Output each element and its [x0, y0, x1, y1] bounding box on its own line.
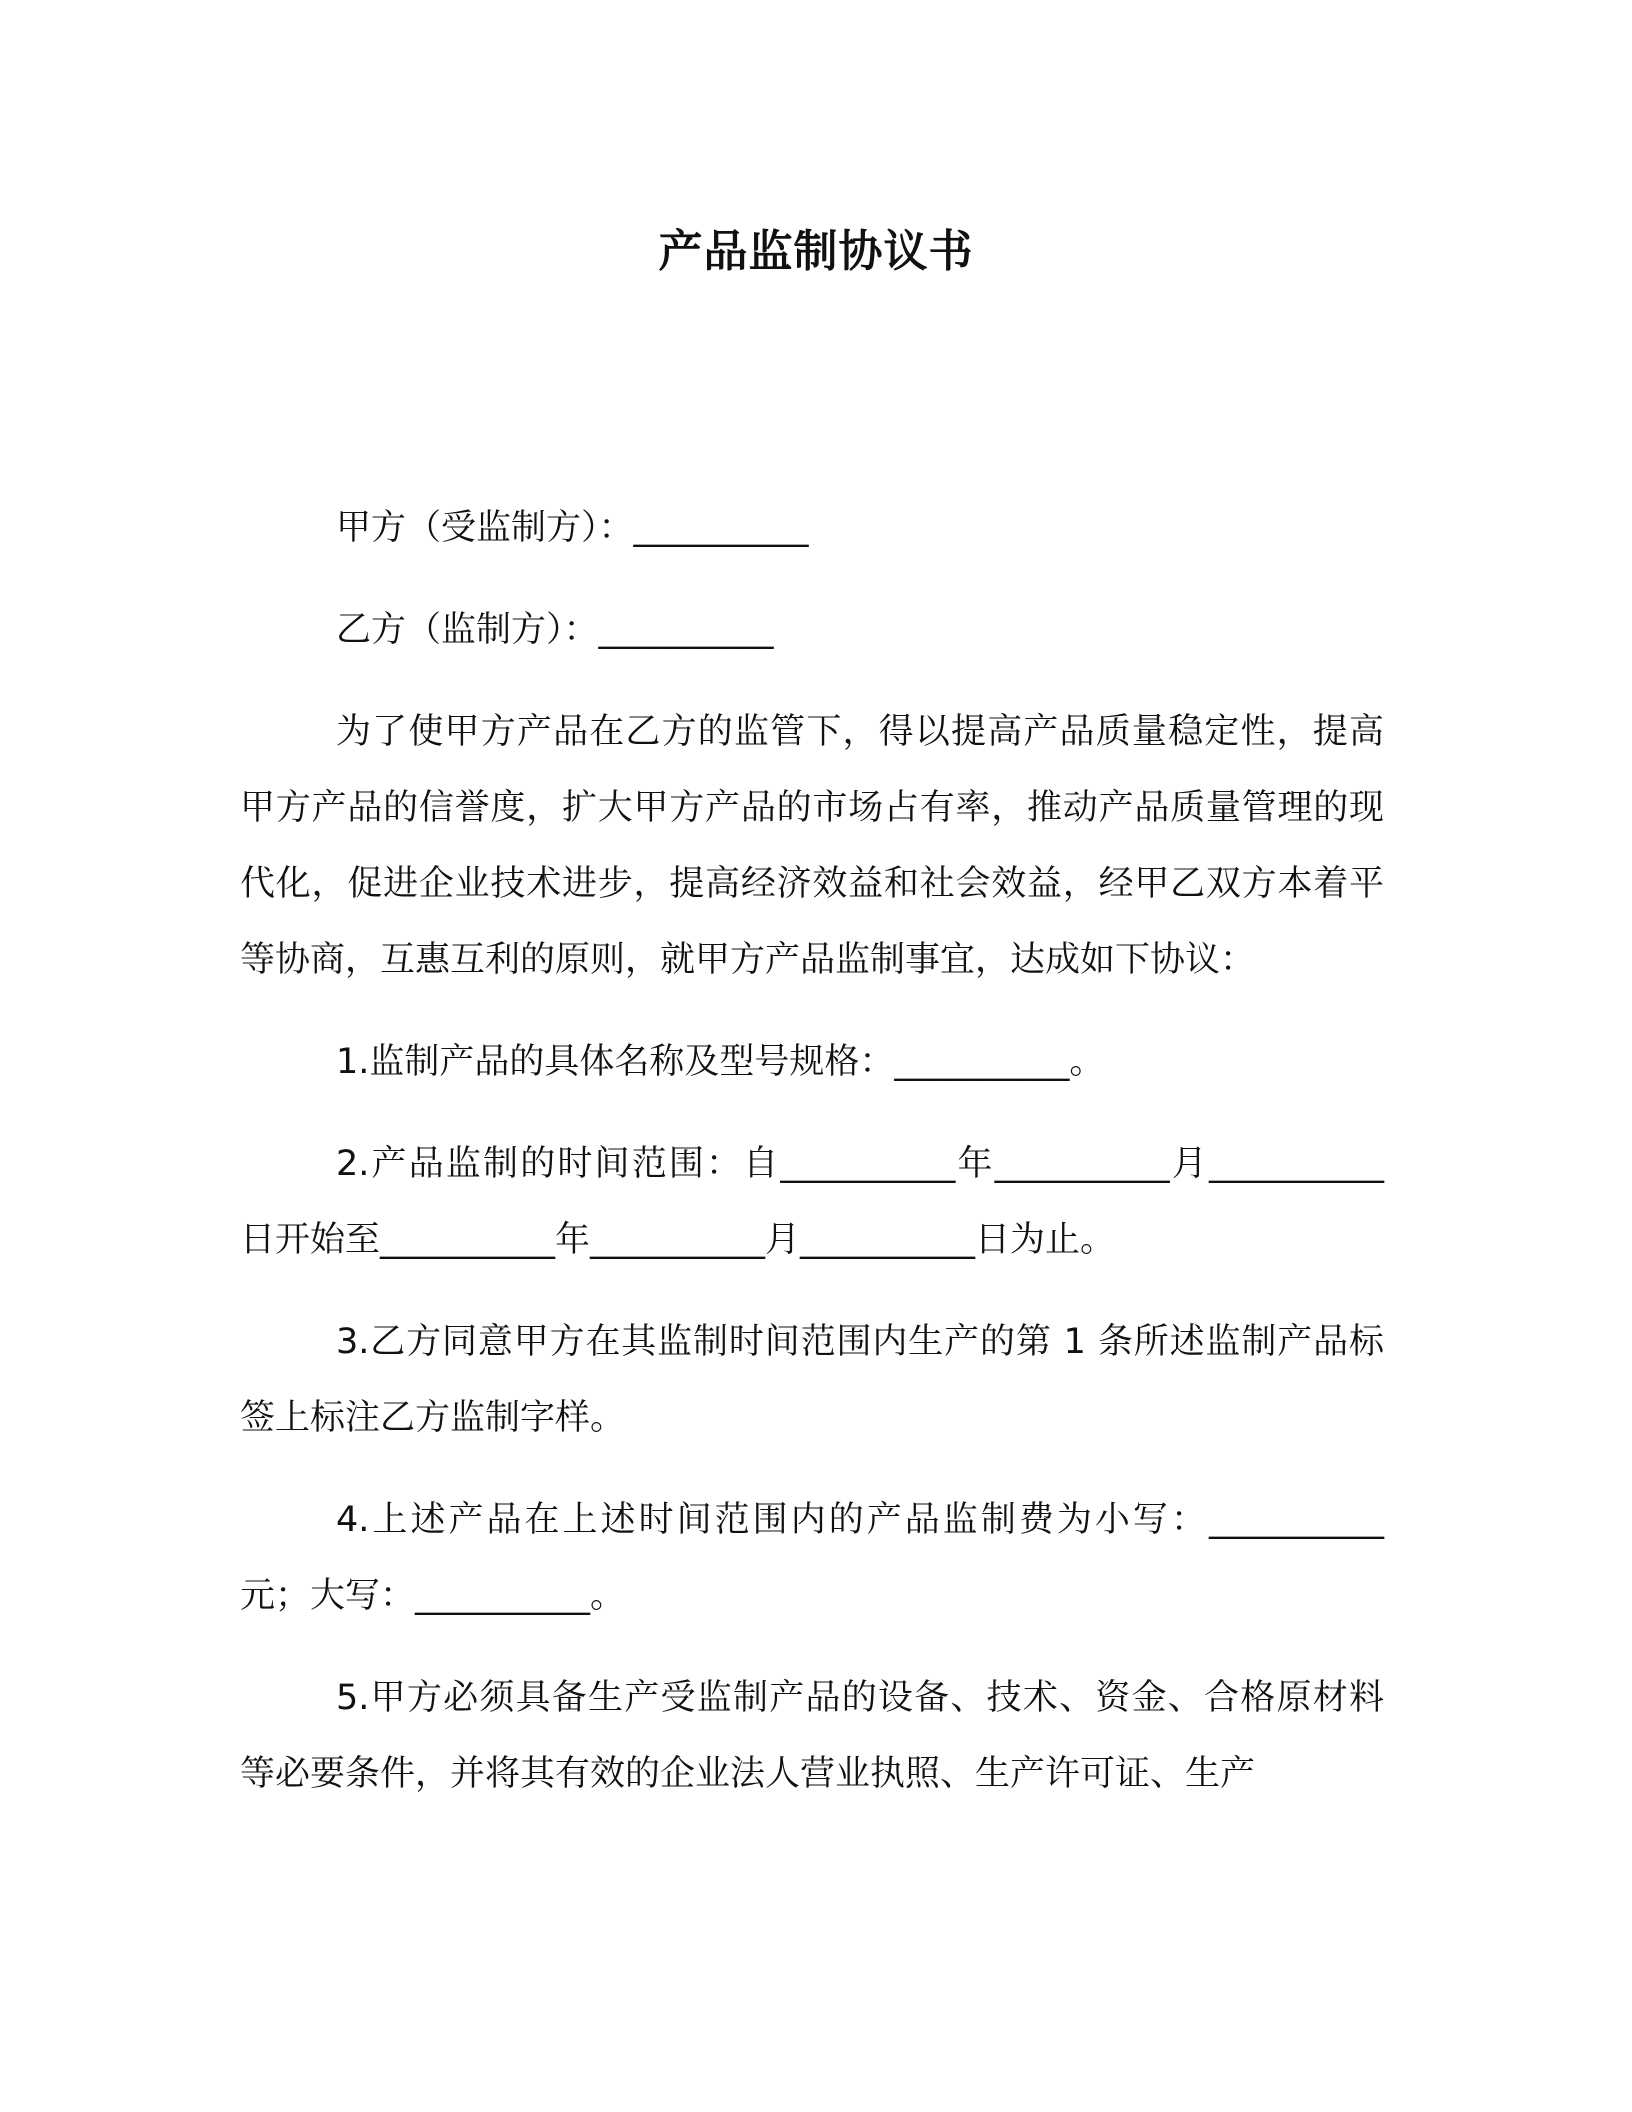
- document-title: 产品监制协议书: [658, 226, 974, 277]
- party-a-line: 甲方（受监制方）：__________: [336, 508, 809, 548]
- clause-1: 1.监制产品的具体名称及型号规格：__________。: [336, 1042, 1105, 1082]
- clause-5: 5.甲方必须具备生产受监制产品的设备、技术、资金、合格原材料等必要条件，并将其有效的企业法人营业执照、生产许可证、生产: [240, 1678, 1384, 1794]
- clause-3: 3.乙方同意甲方在其监制时间范围内生产的第 1 条所述监制产品标签上标注乙方监制字样。: [240, 1322, 1384, 1438]
- intro-paragraph: 为了使甲方产品在乙方的监管下，得以提高产品质量稳定性，提高甲方产品的信誉度，扩大甲方产品的市场占有率，推动产品质量管理的现代化，促进企业技术进步，提高经济效益和社会效益，经甲乙双方本着平等协商，互惠互利的原则，就甲方产品监制事宜，达成如下协议：: [240, 712, 1384, 980]
- party-b-line: 乙方（监制方）：__________: [336, 610, 774, 650]
- document-body: [240, 490, 1384, 1838]
- clause-4: 4.上述产品在上述时间范围内的产品监制费为小写：__________元；大写：__________。: [240, 1500, 1384, 1616]
- clause-2: 2.产品监制的时间范围：自__________年__________月__________日开始至__________年__________月__________日为止。: [240, 1144, 1384, 1260]
